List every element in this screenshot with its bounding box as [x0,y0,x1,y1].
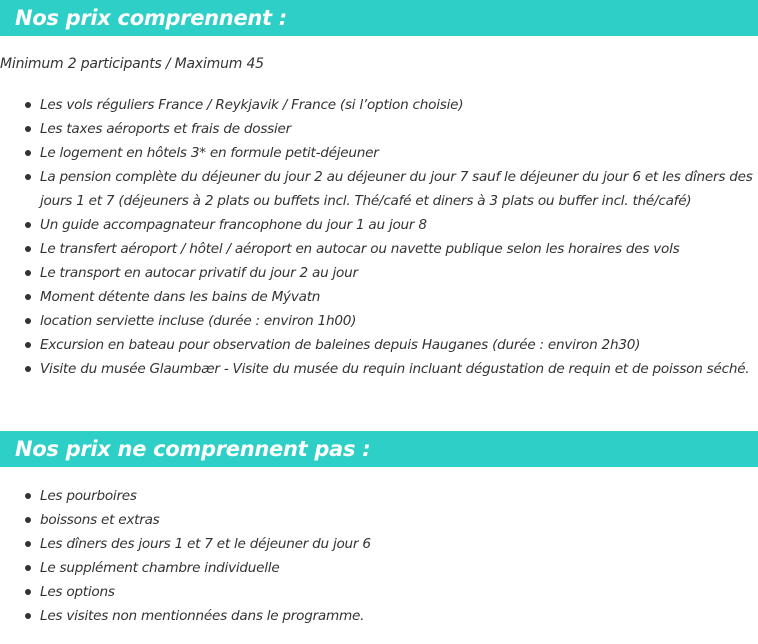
bullet-icon [25,102,31,108]
list-item [0,508,758,532]
list-item-text: Les vols réguliers France / Reykjavik / France (si l’option choisie) [40,97,464,113]
list-item [0,333,758,357]
list-item-text: Excursion en bateau pour observation de baleines depuis Hauganes (durée : environ 2h30) [40,337,641,353]
bullet-icon [25,493,31,499]
bullet-icon [25,318,31,324]
list-item [0,237,758,261]
list-item-text: boissons et extras [40,512,160,528]
not-included-list [0,484,758,628]
list-item [0,604,758,628]
included-list [0,93,758,381]
bullet-icon [25,294,31,300]
participants-info: Minimum 2 participants / Maximum 45 [0,56,264,72]
list-item-text: Le logement en hôtels 3* en formule petit-déjeuner [40,145,379,161]
bullet-icon [25,126,31,132]
bullet-icon [25,517,31,523]
list-item-text: La pension complète du déjeuner du jour 2 au déjeuner du jour 7 sauf le déjeuner du jour 6 et les dîners des jours 1 et 7 (déjeuners à 2 plats ou buffets incl. Thé/café et diners à 3 plats ou buffer incl. thé/café) [40,169,753,209]
list-item-text: location serviette incluse (durée : environ 1h00) [40,313,357,329]
list-item-text: Le supplément chambre individuelle [40,560,280,576]
list-item [0,285,758,309]
included-section-title: Nos prix comprennent : [0,0,758,36]
list-item-text: Le transport en autocar privatif du jour 2 au jour [40,265,358,281]
list-item-text: Le transfert aéroport / hôtel / aéroport en autocar ou navette publique selon les horaires des vols [40,241,680,257]
bullet-icon [25,174,31,180]
list-item [0,484,758,508]
list-item-text: Les options [40,584,115,600]
bullet-icon [25,613,31,619]
list-item [0,93,758,117]
list-item [0,213,758,237]
list-item [0,261,758,285]
bullet-icon [25,342,31,348]
bullet-icon [25,150,31,156]
list-item [0,165,758,213]
list-item [0,532,758,556]
list-item [0,580,758,604]
list-item [0,357,758,381]
bullet-icon [25,541,31,547]
list-item-text: Les visites non mentionnées dans le programme. [40,608,365,624]
list-item [0,117,758,141]
bullet-icon [25,565,31,571]
bullet-icon [25,366,31,372]
bullet-icon [25,246,31,252]
list-item-text: Moment détente dans les bains de Mývatn [40,289,321,305]
list-item [0,141,758,165]
bullet-icon [25,589,31,595]
not-included-section-title: Nos prix ne comprennent pas : [0,431,758,467]
list-item-text: Un guide accompagnateur francophone du jour 1 au jour 8 [40,217,427,233]
list-item-text: Visite du musée Glaumbær - Visite du musée du requin incluant dégustation de requin et de poisson séché. [40,361,750,377]
list-item-text: Les taxes aéroports et frais de dossier [40,121,291,137]
list-item-text: Les pourboires [40,488,137,504]
list-item [0,556,758,580]
bullet-icon [25,270,31,276]
list-item [0,309,758,333]
list-item-text: Les dîners des jours 1 et 7 et le déjeuner du jour 6 [40,536,371,552]
bullet-icon [25,222,31,228]
